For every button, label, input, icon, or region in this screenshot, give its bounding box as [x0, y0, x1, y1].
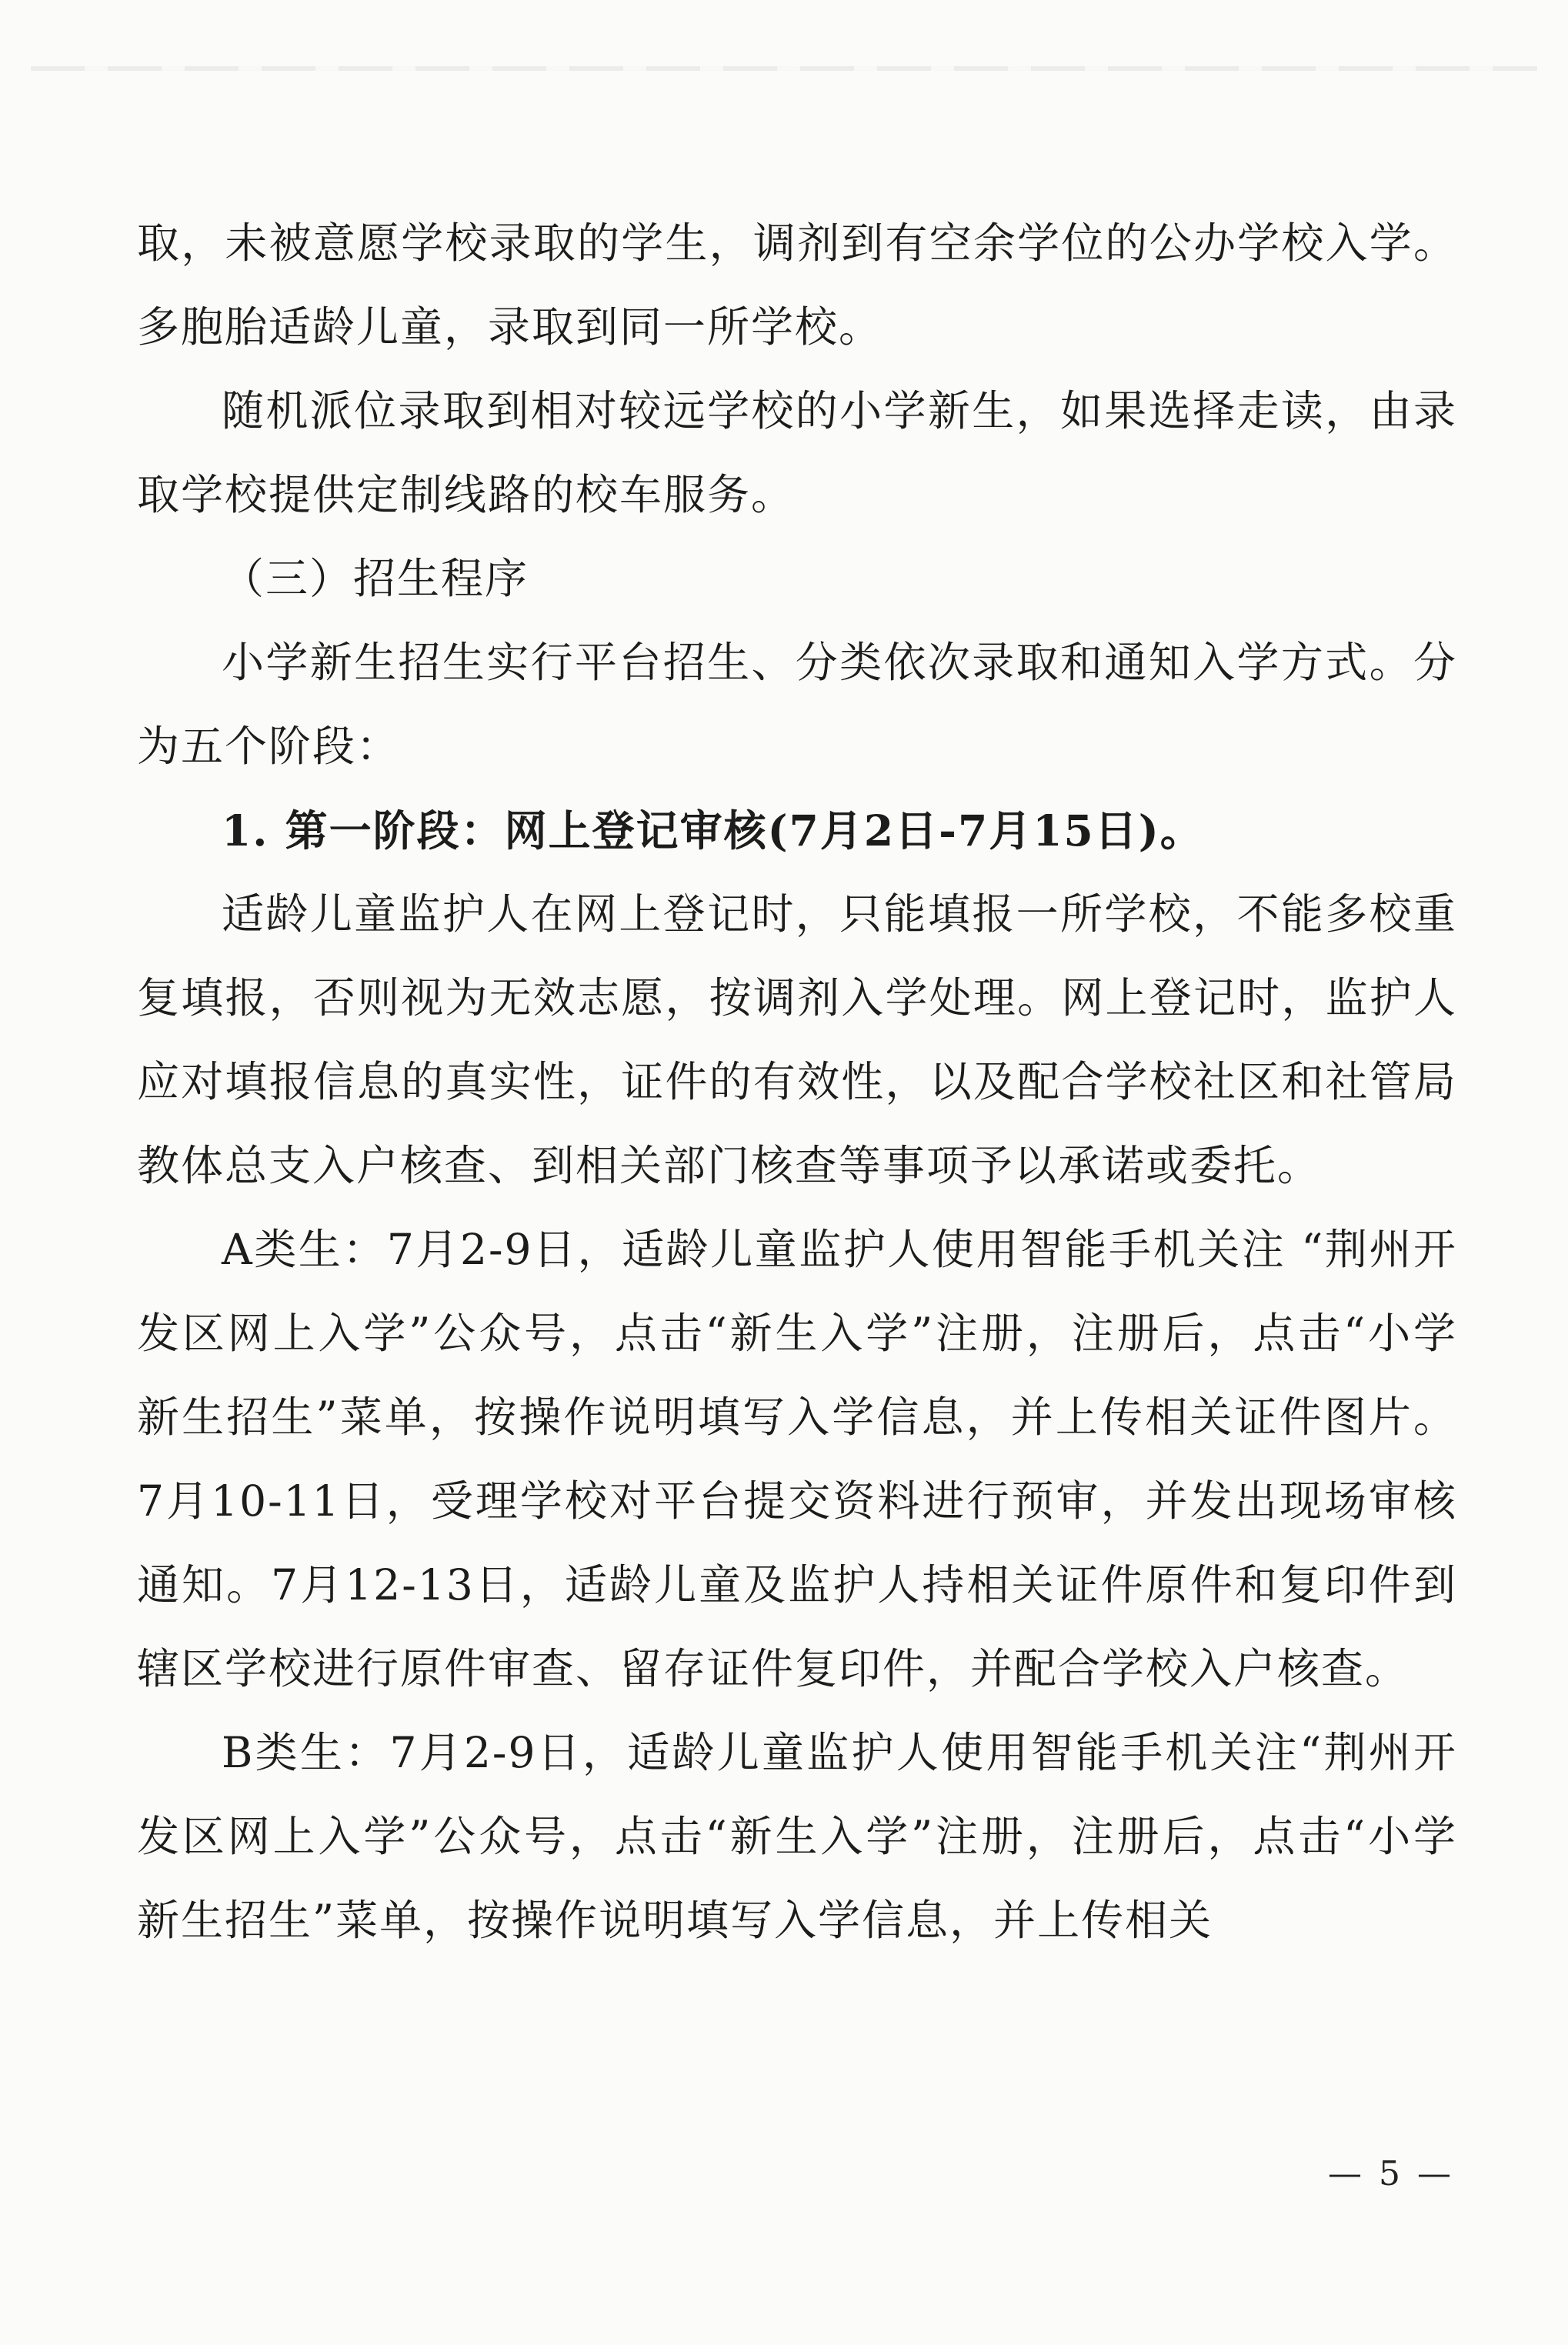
- scan-edge-line: [31, 66, 1537, 71]
- paragraph-continuation: 取，未被意愿学校录取的学生，调剂到有空余学位的公办学校入学。多胞胎适龄儿童，录取到同一所学校。: [137, 218, 1457, 352]
- stage-heading-first: 1. 第一阶段：网上登记审核(7月2日-7月15日)。: [222, 806, 1204, 856]
- paragraph-school-bus: 随机派位录取到相对较远学校的小学新生，如果选择走读，由录取学校提供定制线路的校车服务。: [137, 386, 1457, 519]
- paragraph-category-a: A类生：7月2-9日，适龄儿童监护人使用智能手机关注 “荆州开发区网上入学”公众号，点击“新生入学”注册，注册后，点击“小学新生招生”菜单，按操作说明填写入学信息，并上传相关证件图片。7月10-11日，受理学校对平台提交资料进行预审，并发出现场审核通知。7月12-13日，适龄儿童及监护人持相关证件原件和复印件到辖区学校进行原件审查、留存证件复印件，并配合学校入户核查。: [137, 1225, 1457, 1693]
- section-heading-enrollment-procedure: （三）招生程序: [222, 554, 529, 603]
- page-number: — 5 —: [1328, 2154, 1454, 2193]
- body-text: [137, 202, 1457, 1963]
- paragraph-category-b: B类生：7月2-9日，适龄儿童监护人使用智能手机关注“荆州开发区网上入学”公众号，点击“新生入学”注册，注册后，点击“小学新生招生”菜单，按操作说明填写入学信息，并上传相关: [137, 1728, 1457, 1945]
- paragraph-stages-intro: 小学新生招生实行平台招生、分类依次录取和通知入学方式。分为五个阶段：: [137, 638, 1457, 771]
- paragraph-online-registration: 适龄儿童监护人在网上登记时，只能填报一所学校，不能多校重复填报，否则视为无效志愿，按调剂入学处理。网上登记时，监护人应对填报信息的真实性，证件的有效性，以及配合学校社区和社管局教体总支入户核查、到相关部门核查等事项予以承诺或委托。: [137, 889, 1457, 1190]
